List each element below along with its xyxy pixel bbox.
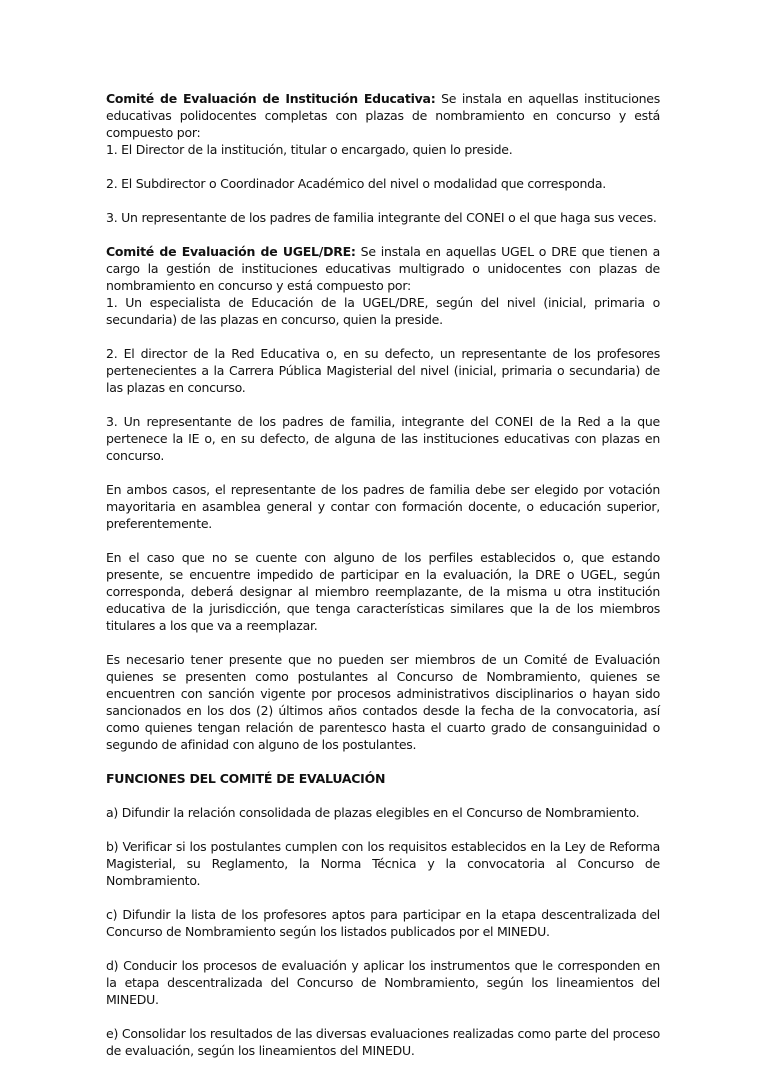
section-ugel — [106, 243, 660, 328]
section-ie-item-1: 1. El Director de la institución, titular o encargado, quien lo preside. — [106, 142, 513, 157]
section-ugel-item-1: 1. Un especialista de Educación de la UGEL/DRE, según del nivel (inicial, primaria o secundaria) de las plazas en concurso, quien la preside. — [106, 295, 660, 327]
paragraph-reemplazo: En el caso que no se cuente con alguno de los perfiles establecidos o, que estando presente, se encuentre impedido de participar en la evaluación, la DRE o UGEL, según corresponda, deberá designar al miembro reemplazante, de la misma u otra institución educativa de la jurisdicción, que tenga características similares que la de los miembros titulares a los que va a reemplazar. — [106, 550, 660, 633]
section-ie-item-3: 3. Un representante de los padres de familia integrante del CONEI o el que haga sus veces. — [106, 210, 657, 225]
section-ugel-item-3: 3. Un representante de los padres de familia, integrante del CONEI de la Red a la que pertenece la IE o, en su defecto, de alguna de las instituciones educativas con plazas en concurso. — [106, 414, 660, 463]
section-ugel-title: Comité de Evaluación de UGEL/DRE: — [106, 244, 356, 259]
funciones-heading: FUNCIONES DEL COMITÉ DE EVALUACIÓN — [106, 771, 386, 786]
section-ugel-item-2: 2. El director de la Red Educativa o, en su defecto, un representante de los profesores pertenecientes a la Carrera Pública Magisterial del nivel (inicial, primaria o secundaria) de las plazas en concurso. — [106, 346, 660, 395]
funcion-a: a) Difundir la relación consolidada de plazas elegibles en el Concurso de Nombramiento. — [106, 805, 640, 820]
funcion-b: b) Verificar si los postulantes cumplen con los requisitos establecidos en la Ley de Reforma Magisterial, su Reglamento, la Norma Técnica y la convocatoria al Concurso de Nombramiento. — [106, 839, 660, 888]
section-ie-title: Comité de Evaluación de Institución Educativa: — [106, 91, 436, 106]
paragraph-ambos-casos: En ambos casos, el representante de los padres de familia debe ser elegido por votación mayoritaria en asamblea general y contar con formación docente, o educación superior, preferentemente. — [106, 482, 660, 531]
paragraph-restricciones: Es necesario tener presente que no pueden ser miembros de un Comité de Evaluación quienes se presenten como postulantes al Concurso de Nombramiento, quienes se encuentren con sanción vigente por procesos administrativos disciplinarios o hayan sido sancionados en los dos (2) últimos años contados desde la fecha de la convocatoria, así como quienes tengan relación de parentesco hasta el cuarto grado de consanguinidad o segundo de afinidad con alguno de los postulantes. — [106, 652, 660, 752]
section-ugel-intro: Se instala en aquellas UGEL o DRE que tienen a cargo la gestión de instituciones educativas multigrado o unidocentes con plazas de nombramiento en concurso y está compuesto por: — [106, 244, 660, 293]
section-ie — [106, 90, 660, 158]
section-ie-intro: Se instala en aquellas instituciones educativas polidocentes completas con plazas de nombramiento en concurso y está compuesto por: — [106, 91, 660, 140]
document-page — [106, 90, 660, 1076]
funcion-d: d) Conducir los procesos de evaluación y aplicar los instrumentos que le corresponden en la etapa descentralizada del Concurso de Nombramiento, según los lineamientos del MINEDU. — [106, 958, 660, 1007]
funcion-e: e) Consolidar los resultados de las diversas evaluaciones realizadas como parte del proceso de evaluación, según los lineamientos del MINEDU. — [106, 1026, 660, 1058]
section-ie-item-2: 2. El Subdirector o Coordinador Académico del nivel o modalidad que corresponda. — [106, 176, 607, 191]
funcion-c: c) Difundir la lista de los profesores aptos para participar en la etapa descentralizada del Concurso de Nombramiento según los listados publicados por el MINEDU. — [106, 907, 660, 939]
